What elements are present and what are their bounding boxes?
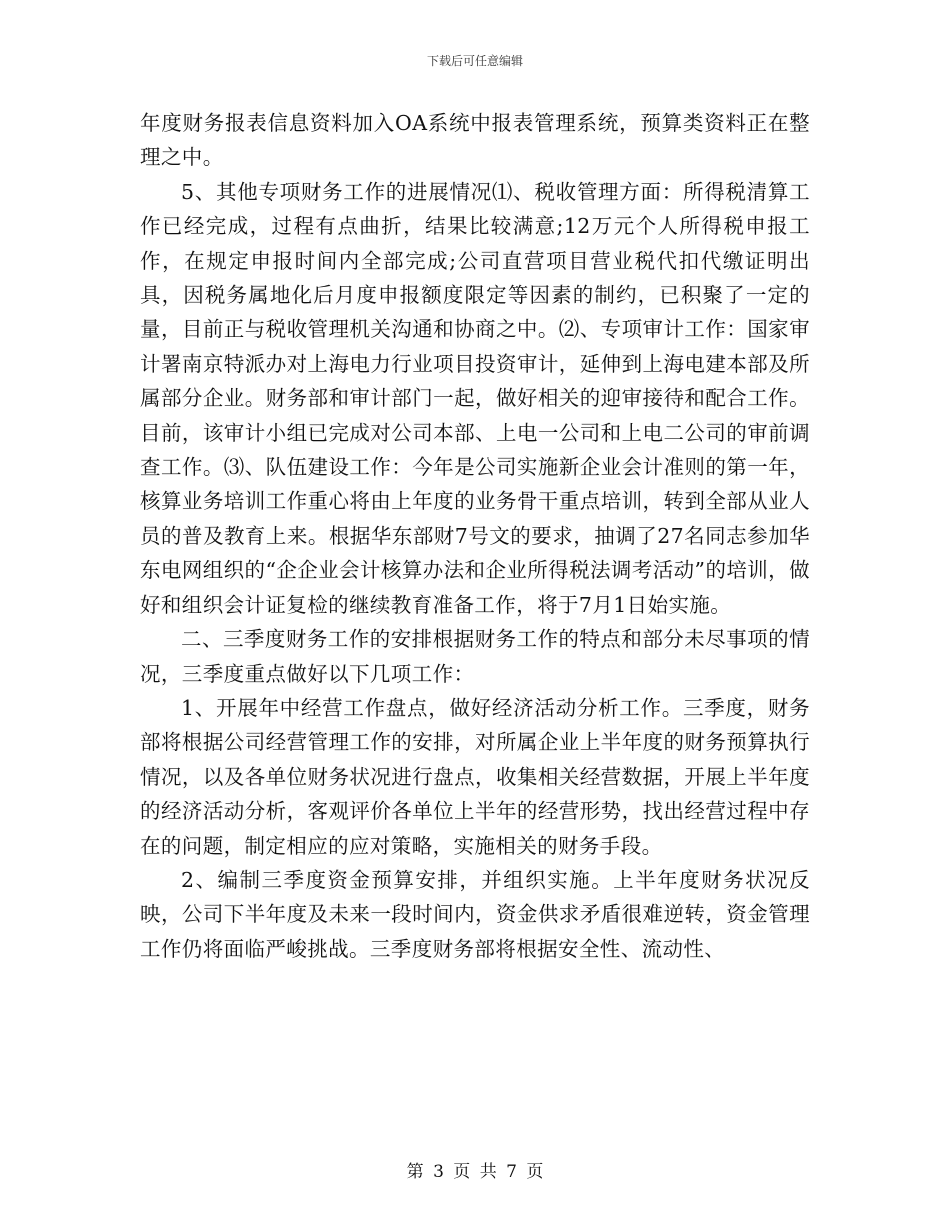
page-number: 第 3 页 共 7 页 <box>406 1162 544 1182</box>
paragraph-section-2-heading: 二、三季度财务工作的安排根据财务工作的特点和部分未尽事项的情况，三季度重点做好以下几项工作： <box>140 627 810 686</box>
paragraph-item-1: 1、开展年中经营工作盘点，做好经济活动分析工作。三季度，财务部将根据公司经营管理工作的安排，对所属企业上半年度的财务预算执行情况，以及各单位财务状况进行盘点，收集相关经营数据，开展上半年度的经济活动分析，客观评价各单位上半年的经营形势，找出经营过程中存在的问题，制定相应的应对策略，实施相关的财务手段。 <box>140 695 810 858</box>
document-body <box>140 106 810 966</box>
paragraph-item-2: 2、编制三季度资金预算安排，并组织实施。上半年度财务状况反映，公司下半年度及未来一段时间内，资金供求矛盾很难逆转，资金管理工作仍将面临严峻挑战。三季度财务部将根据安全性、流动性、 <box>140 867 810 961</box>
paragraph-continuation: 年度财务报表信息资料加入OA系统中报表管理系统，预算类资料正在整理之中。 <box>140 111 810 170</box>
page-header: 下载后可任意编辑 <box>426 54 523 68</box>
paragraph-item-5: 5、其他专项财务工作的进展情况⑴、税收管理方面：所得税清算工作已经完成，过程有点曲折，结果比较满意;12万元个人所得税申报工作，在规定申报时间内全部完成;公司直营项目营业税代扣代缴证明出具，因税务属地化后月度申报额度限定等因素的制约，已积聚了一定的量，目前正与税收管理机关沟通和协商之中。⑵、专项审计工作：国家审计署南京特派办对上海电力行业项目投资审计，延伸到上海电建本部及所属部分企业。财务部和审计部门一起，做好相关的迎审接待和配合工作。目前，该审计小组已完成对公司本部、上电一公司和上电二公司的审前调查工作。⑶、队伍建设工作：今年是公司实施新企业会计准则的第一年，核算业务培训工作重心将由上年度的业务骨干重点培训，转到全部从业人员的普及教育上来。根据华东部财7号文的要求，抽调了27名同志参加华东电网组织的“企企业会计核算办法和企业所得税法调考活动”的培训，做好和组织会计证复检的继续教育准备工作，将于7月1日始实施。 <box>140 179 810 617</box>
